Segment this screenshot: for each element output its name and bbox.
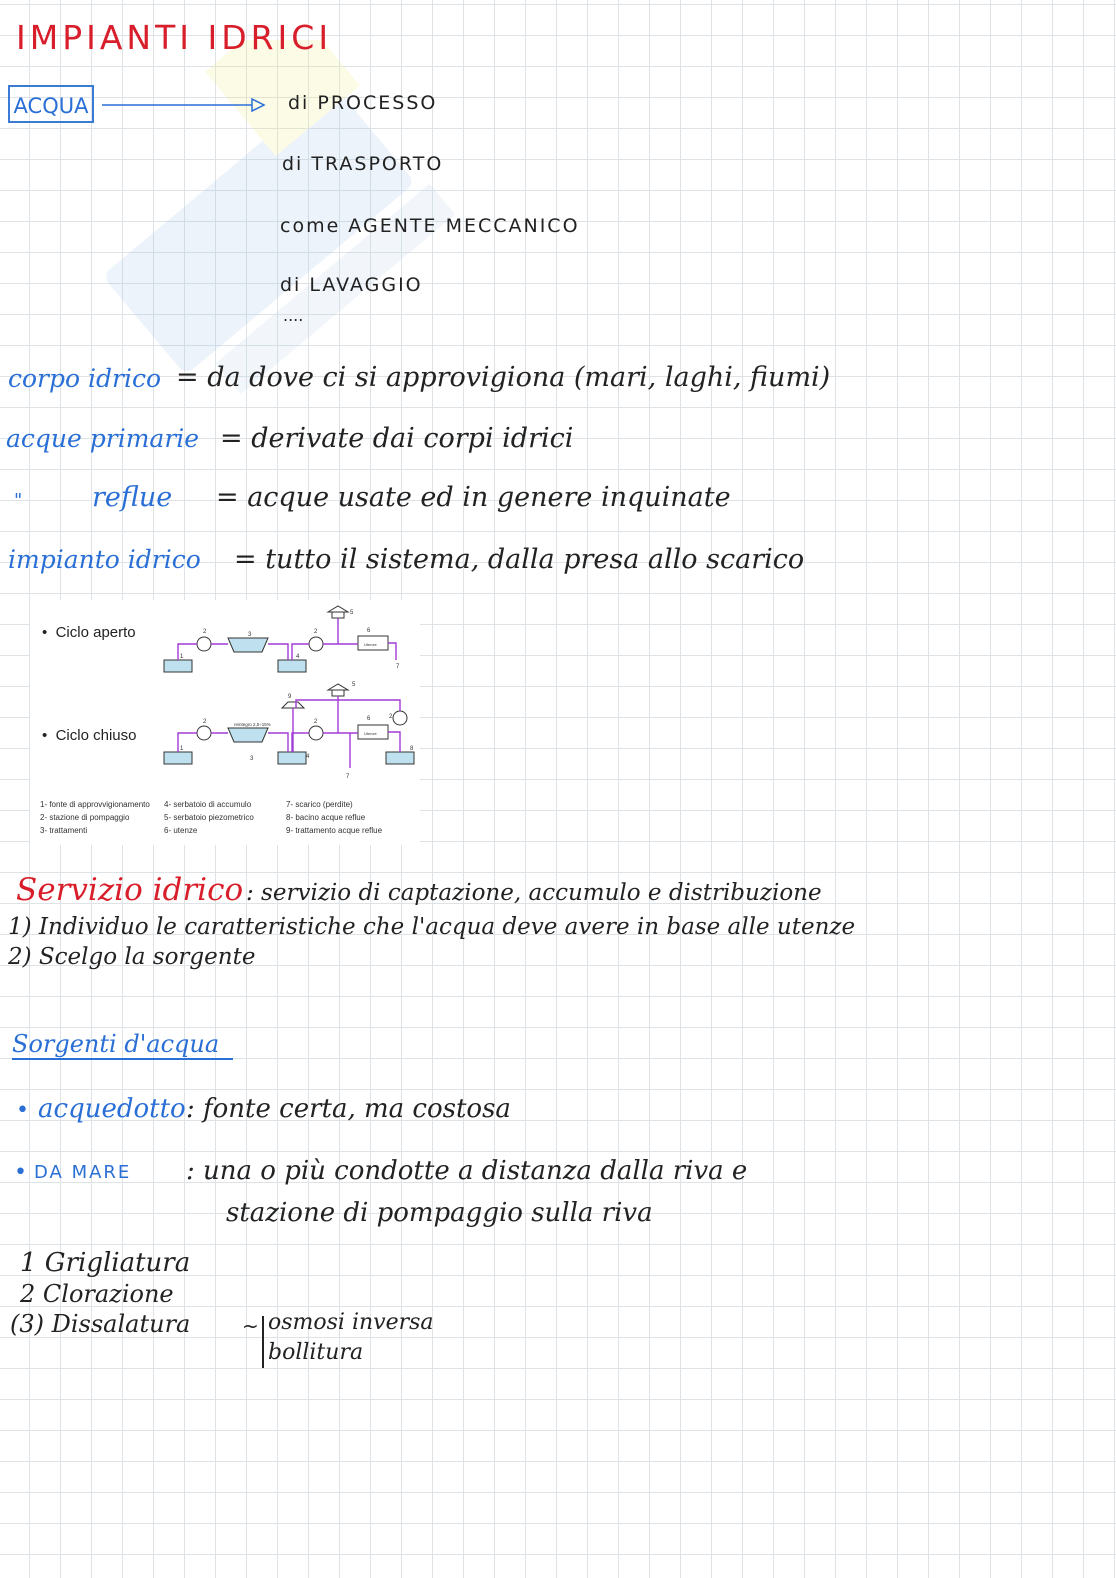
- legend-item: 8- bacino acque reflue: [286, 813, 366, 822]
- legend-item: 2- stazione di pompaggio: [40, 813, 130, 822]
- definition-text-acque-primarie: = derivate dai corpi idrici: [220, 423, 574, 454]
- bullet-acquedotto: •: [16, 1098, 29, 1123]
- acqua-use-agente-meccanico: come AGENTE MECCANICO: [280, 215, 580, 237]
- legend-item: 1- fonte di approvvigionamento: [40, 800, 150, 809]
- sorgente-text-acquedotto: : fonte certa, ma costosa: [186, 1094, 511, 1124]
- option-separator: [262, 1316, 264, 1368]
- sorgente-term-da-mare: DA MARE: [34, 1162, 132, 1183]
- svg-text:4: 4: [296, 654, 300, 660]
- servizio-idrico-definition: : servizio di captazione, accumulo e distribuzione: [246, 880, 822, 906]
- svg-text:5: 5: [352, 682, 356, 688]
- water-cycle-diagram: [30, 600, 420, 845]
- svg-text:1: 1: [180, 746, 184, 752]
- dissalatura-option-bollitura: bollitura: [268, 1340, 364, 1365]
- definition-ditto-mark: ": [14, 490, 23, 511]
- svg-text:3: 3: [248, 632, 252, 638]
- legend-col-1: [40, 798, 150, 837]
- sorgente-text-da-mare-2: stazione di pompaggio sulla riva: [226, 1198, 653, 1228]
- servizio-step-1: 1) Individuo le caratteristiche che l'acqua deve avere in base alle utenze: [8, 914, 856, 940]
- svg-text:8: 8: [410, 746, 414, 752]
- bullet-da-mare: •: [14, 1160, 27, 1185]
- definition-text-corpo-idrico: = da dove ci si approvigiona (mari, laghi, fiumi): [176, 362, 831, 393]
- servizio-idrico-term: Servizio idrico: [16, 872, 244, 908]
- servizio-step-2: 2) Scelgo la sorgente: [8, 944, 256, 970]
- legend-item: 9- trattamento acque reflue: [286, 826, 383, 835]
- svg-text:2: 2: [203, 719, 207, 725]
- legend-col-3: [286, 798, 382, 837]
- svg-text:7: 7: [346, 774, 350, 780]
- option-arrow: ~: [242, 1314, 259, 1338]
- svg-text:2: 2: [389, 714, 393, 720]
- svg-text:1: 1: [180, 654, 184, 660]
- ciclo-aperto-label: Ciclo aperto: [55, 624, 136, 641]
- dissalatura-option-osmosi: osmosi inversa: [268, 1310, 434, 1335]
- cycle-schematic: [160, 600, 420, 795]
- definition-term-acque-primarie: acque primarie: [6, 424, 200, 453]
- svg-text:6: 6: [367, 716, 371, 722]
- legend-item: 6- utenze: [164, 826, 198, 835]
- legend-item: 5- serbatoio piezometrico: [164, 813, 254, 822]
- definition-text-impianto-idrico: = tutto il sistema, dalla presa allo scarico: [234, 544, 805, 575]
- svg-text:2: 2: [314, 629, 318, 635]
- legend-item: 4- serbatoio di accumulo: [164, 800, 252, 809]
- arrow-icon: [102, 95, 266, 115]
- acqua-use-processo: di PROCESSO: [288, 92, 438, 114]
- svg-text:5: 5: [350, 610, 354, 616]
- trattamento-step-1: 1 Grigliatura: [20, 1248, 191, 1278]
- bullet-ciclo-chiuso: • Ciclo chiuso: [42, 727, 137, 744]
- definition-term-impianto-idrico: impianto idrico: [8, 545, 201, 574]
- page-title: IMPIANTI IDRICI: [16, 18, 333, 57]
- svg-text:6: 6: [367, 628, 371, 634]
- acqua-use-lavaggio: di LAVAGGIO: [280, 274, 423, 296]
- sorgenti-heading: Sorgenti d'acqua: [12, 1030, 233, 1060]
- svg-text:2: 2: [314, 719, 318, 725]
- svg-text:9: 9: [288, 694, 292, 700]
- legend-item: 3- trattamenti: [40, 826, 88, 835]
- svg-text:7: 7: [396, 664, 400, 670]
- reintegro-label: reintegro 2,5÷15%: [234, 722, 271, 727]
- trattamento-step-3: (3) Dissalatura: [10, 1310, 191, 1338]
- legend-col-2: [164, 798, 254, 837]
- definition-text-reflue: = acque usate ed in genere inquinate: [216, 482, 731, 513]
- definition-term-corpo-idrico: corpo idrico: [8, 364, 162, 393]
- legend-item: 7- scarico (perdite): [286, 800, 353, 809]
- utenze-box-label-closed: Utenze: [364, 731, 377, 736]
- svg-text:2: 2: [203, 629, 207, 635]
- utenze-box-label-open: Utenze: [364, 642, 377, 647]
- sorgente-text-da-mare: : una o più condotte a distanza dalla riva e: [186, 1156, 748, 1186]
- trattamento-step-2: 2 Clorazione: [20, 1280, 174, 1308]
- sorgente-term-acquedotto: acquedotto: [38, 1094, 186, 1124]
- acqua-box: ACQUA: [8, 85, 94, 123]
- svg-text:3: 3: [250, 756, 254, 762]
- acqua-use-ellipsis: ....: [283, 306, 304, 325]
- acqua-use-trasporto: di TRASPORTO: [282, 153, 444, 175]
- svg-text:4: 4: [306, 754, 310, 760]
- bullet-ciclo-aperto: • Ciclo aperto: [42, 624, 136, 641]
- ciclo-chiuso-label: Ciclo chiuso: [55, 727, 137, 744]
- definition-term-reflue: reflue: [92, 482, 173, 513]
